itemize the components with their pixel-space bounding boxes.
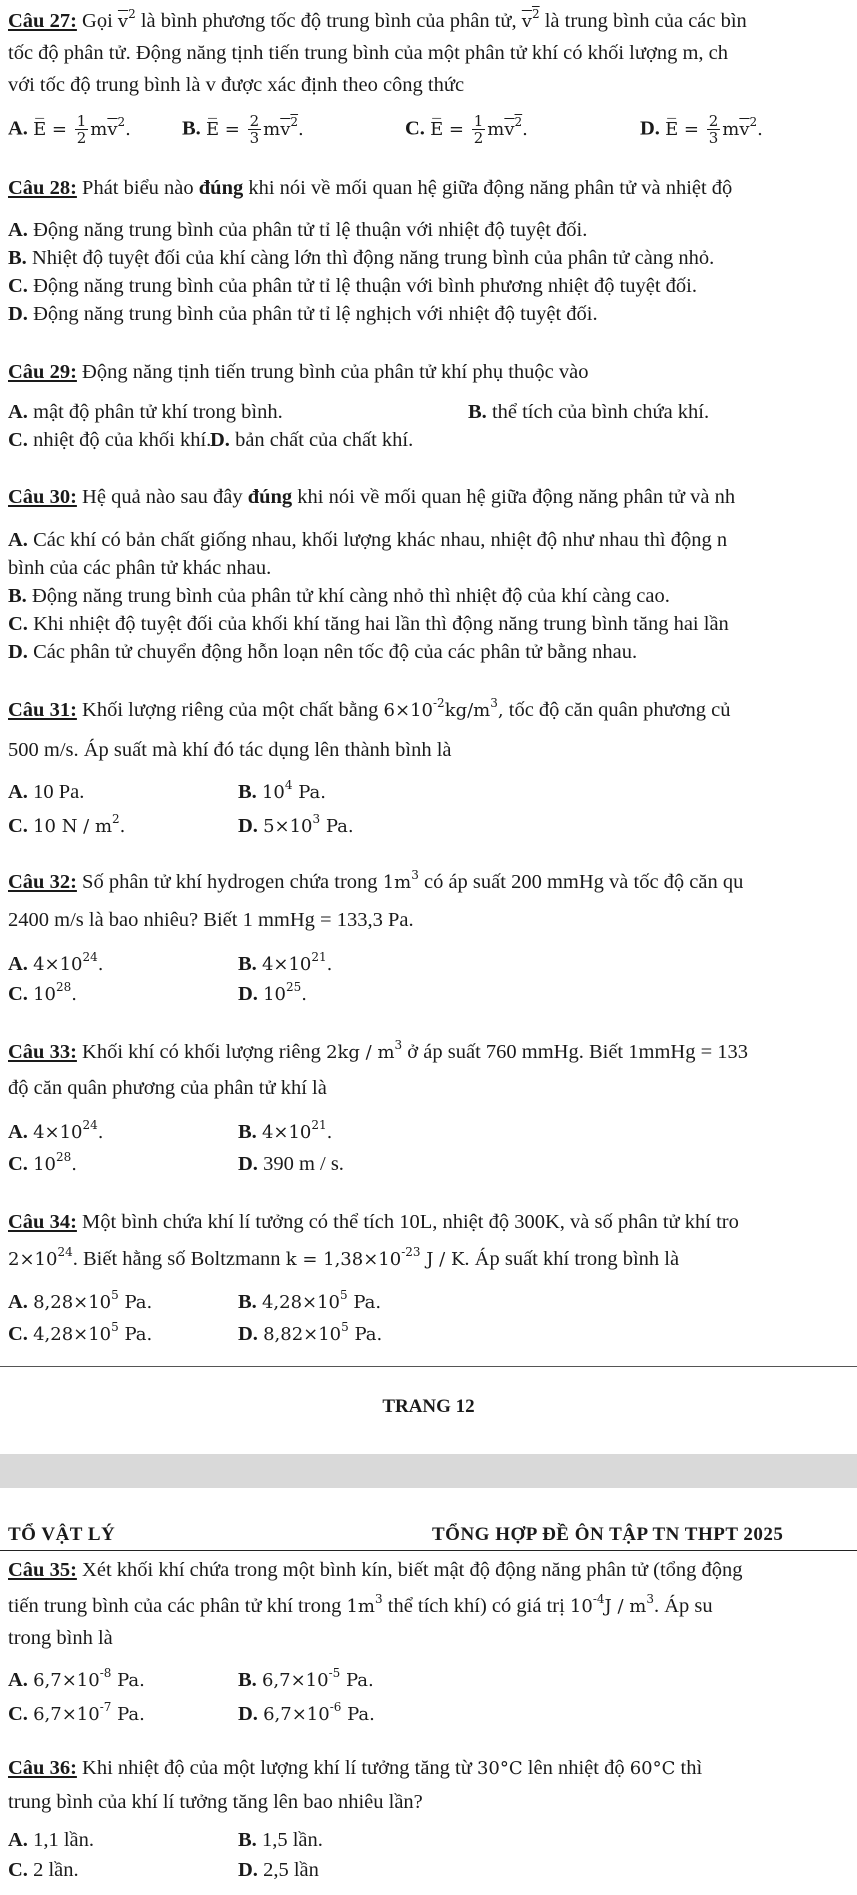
q31-title: Câu 31: [8, 699, 77, 721]
option-text: 1,5 lần. [261, 1829, 323, 1851]
q36-stem-2: lên nhiệt độ [527, 1757, 625, 1779]
q29-option-d[interactable] [210, 426, 413, 454]
q29-option-c[interactable] [8, 426, 211, 454]
option-label: A. [8, 219, 28, 241]
header-divider [0, 1550, 857, 1551]
q34-title: Câu 34: [8, 1211, 77, 1233]
q28-option-b[interactable] [8, 244, 714, 272]
q30-stem: Hệ quả nào sau đây [82, 486, 243, 508]
q35-option-b[interactable]: B. $6,7\times 10^{-5}$ Pa. [238, 1666, 374, 1691]
q30-stem-2: khi nói về mối quan hệ giữa động năng phân tử và nh [297, 486, 736, 508]
density-value: $6\times 10^{-2}kg/m^3$, [383, 696, 504, 721]
q35-stem-2: tiến trung bình của các phân tử khí trong [8, 1595, 342, 1617]
option-label: D. [238, 983, 258, 1005]
option-label: C. [8, 1323, 28, 1345]
question-30 [8, 483, 735, 511]
question-36: Câu 36: Khi nhiệt độ của một lượng khí lí tưởng tăng từ 30°C lên nhiệt độ 60°C thì [8, 1757, 703, 1779]
q34-option-a[interactable]: A. $8,28\times 10^5$ Pa. [8, 1288, 153, 1313]
q34-option-b[interactable]: B. $4,28\times 10^5$ Pa. [238, 1288, 382, 1313]
option-text: Nhiệt độ tuyệt đối của khí càng lớn thì động năng trung bình của phân tử càng nhỏ. [31, 247, 715, 269]
option-label: A. [8, 781, 28, 803]
q35-line-2: tiến trung bình của các phân tử khí trong $1m^3$ thể tích khí) có giá trị $10^{-4}J / m^3$. Áp su [8, 1592, 713, 1617]
q34-stem-2: . Biết hằng số Boltzmann [72, 1248, 281, 1270]
v-bar-squared: $v^2$ [521, 7, 540, 32]
option-text: 1,1 lần. [33, 1829, 94, 1851]
q36-title: Câu 36: [8, 1757, 77, 1779]
option-text: nhiệt độ của khối khí. [33, 429, 212, 451]
q33-title: Câu 33: [8, 1041, 77, 1063]
question-35 [8, 1556, 743, 1584]
q28-option-a[interactable] [8, 216, 587, 244]
q36-option-c[interactable] [8, 1856, 79, 1884]
q27-text: Gọi [82, 10, 113, 32]
q35-line-3: trong bình là [8, 1627, 113, 1649]
option-text: mật độ phân tử khí trong bình. [33, 401, 283, 423]
option-label: B. [238, 1121, 257, 1143]
option-text: Các phân tử chuyển động hỗn loạn nên tốc độ của các phân tử bằng nhau. [33, 641, 638, 663]
option-label: A. [8, 529, 28, 551]
option-text: Động năng trung bình của phân tử tỉ lệ thuận với nhiệt độ tuyệt đối. [33, 219, 588, 241]
q35-stem-4: . Áp su [653, 1595, 713, 1617]
option-label: C. [8, 429, 28, 451]
option-label: A. [8, 953, 28, 975]
q31-stem: Khối lượng riêng của một chất bằng [82, 699, 379, 721]
option-label: D. [210, 429, 230, 451]
q33-option-a[interactable]: A. $4\times 10^{24}$. [8, 1118, 104, 1143]
option-label: C. [8, 983, 28, 1005]
option-label: C. [8, 1153, 28, 1175]
page-footer: TRANG 12 [382, 1396, 475, 1417]
q34-option-c[interactable]: C. $4,28\times 10^5$ Pa. [8, 1320, 153, 1345]
q29-title: Câu 29: [8, 361, 77, 383]
option-label: C. [8, 275, 28, 297]
q29-option-a[interactable] [8, 398, 283, 426]
option-label: B. [238, 1829, 257, 1851]
option-label: B. [8, 247, 27, 269]
option-label: B. [8, 585, 27, 607]
option-label: D. [238, 1703, 258, 1725]
option-text: bản chất của chất khí. [235, 429, 414, 451]
option-text: Các khí có bản chất giống nhau, khối lượng khác nhau, nhiệt độ như nhau thì động n [33, 529, 728, 551]
option-label: B. [182, 117, 201, 140]
q36-stem-3: thì [680, 1757, 703, 1779]
q31-option-c[interactable]: C. 10 N / $m^2$. [8, 812, 126, 837]
q33-option-c[interactable]: C. $10^{28}$. [8, 1150, 77, 1175]
option-label: D. [238, 1859, 258, 1881]
option-label: D. [238, 1153, 258, 1175]
v-squared-bar: $\overline{v}^2$ [117, 7, 136, 32]
q33-stem-2: ở áp suất 760 mmHg. Biết 1mmHg = 133 [407, 1041, 748, 1063]
q28-stem-2: khi nói về mối quan hệ giữa động năng phân tử và nhiệt độ [248, 177, 733, 199]
option-label: C. [8, 1859, 28, 1881]
q30-option-d[interactable] [8, 638, 637, 666]
q36-option-d[interactable] [238, 1856, 319, 1884]
q31-option-d[interactable]: D. $5\times 10^3$ Pa. [238, 812, 354, 837]
option-label: B. [238, 953, 257, 975]
question-29 [8, 358, 589, 386]
q28-title: Câu 28: [8, 177, 77, 199]
option-label: D. [8, 303, 28, 325]
q27-line-3: với tốc độ trung bình là v được xác định theo công thức [8, 74, 465, 96]
q35-option-c[interactable]: C. $6,7\times 10^{-7}$ Pa. [8, 1700, 145, 1725]
q32-stem-2: có áp suất 200 mmHg và tốc độ căn qu [423, 871, 744, 893]
q36-line-2: trung bình của khí lí tưởng tăng lên bao nhiêu lần? [8, 1791, 423, 1813]
q27-text-2: là bình phương tốc độ trung bình của phân tử, [140, 10, 517, 32]
option-label: D. [238, 815, 258, 837]
q36-stem: Khi nhiệt độ của một lượng khí lí tưởng tăng từ [82, 1757, 472, 1779]
q36-option-a[interactable] [8, 1826, 94, 1854]
q34-option-d[interactable]: D. $8,82\times 10^5$ Pa. [238, 1320, 383, 1345]
q27-line-2: tốc độ phân tử. Động năng tịnh tiến trung bình của một phân tử khí có khối lượng m, ch [8, 42, 729, 64]
q27-title: Câu 27: [8, 10, 77, 32]
q34-line-2: $2\times 10^{24}$. Biết hằng số Boltzmann $k = 1,38\times 10^{-23}$ J / K. Áp suất khí trong bình là [8, 1245, 680, 1270]
question-31 [8, 696, 731, 725]
q34-stem: Một bình chứa khí lí tưởng có thể tích 10L, nhiệt độ 300K, và số phân tử khí tro [82, 1211, 739, 1233]
option-label: C. [8, 1703, 28, 1725]
q33-stem: Khối khí có khối lượng riêng [82, 1041, 321, 1063]
q35-stem-3: thể tích khí) có giá trị [387, 1595, 565, 1617]
option-label: B. [468, 401, 487, 423]
option-label: B. [238, 1291, 257, 1313]
q33-option-d[interactable] [238, 1150, 344, 1178]
q34-stem-3: . Áp suất khí trong bình là [464, 1248, 680, 1270]
option-label: C. [405, 117, 425, 140]
q33-option-b[interactable]: B. $4\times 10^{21}$. [238, 1118, 333, 1143]
q33-line-2: độ căn quân phương của phân tử khí là [8, 1077, 327, 1099]
q30-option-a[interactable] [8, 526, 727, 554]
question-33 [8, 1038, 748, 1067]
q27-text-3: là trung bình của các bìn [544, 10, 747, 32]
option-label: B. [238, 781, 257, 803]
volume-value: $1m^3$ [382, 868, 419, 893]
q35-option-a[interactable]: A. $6,7\times 10^{-8}$ Pa. [8, 1666, 145, 1691]
question-27 [8, 7, 747, 36]
option-label: D. [640, 117, 660, 140]
option-text: Động năng trung bình của phân tử khí càng nhỏ thì nhiệt độ của khí càng cao. [31, 585, 670, 607]
q31-option-b[interactable]: B. $10^4$ Pa. [238, 778, 326, 803]
option-label: A. [8, 1669, 28, 1691]
q32-stem: Số phân tử khí hydrogen chứa trong [82, 871, 378, 893]
option-label: D. [238, 1323, 258, 1345]
header-department: TỔ VẬT LÝ [8, 1524, 116, 1545]
option-label: A. [8, 1829, 28, 1851]
q27-option-d[interactable]: D. E̅ = $\frac{2}{3}$ $m\overline{v}^2$. [640, 112, 763, 147]
q35-title: Câu 35: [8, 1559, 77, 1581]
option-text: 2 lần. [33, 1859, 79, 1881]
option-text: 390 m / s. [263, 1153, 344, 1175]
question-28 [8, 174, 732, 202]
option-label: A. [8, 1121, 28, 1143]
question-32 [8, 868, 743, 897]
q28-option-d[interactable] [8, 300, 598, 328]
q36-option-b[interactable] [238, 1826, 323, 1854]
q32-option-d[interactable]: D. $10^{25}$. [238, 980, 307, 1005]
option-label: B. [238, 1669, 257, 1691]
q31-stem-2: tốc độ căn quân phương củ [508, 699, 731, 721]
density-value: $2kg / m^3$ [326, 1038, 403, 1063]
q31-line-2: 500 m/s. Áp suất mà khí đó tác dụng lên thành bình là [8, 739, 452, 761]
q32-option-b[interactable]: B. $4\times 10^{21}$. [238, 950, 333, 975]
q31-option-a[interactable] [8, 778, 84, 806]
q28-stem: Phát biểu nào [82, 177, 194, 199]
option-label: A. [8, 117, 28, 140]
footer-divider [0, 1366, 857, 1367]
q30-title: Câu 30: [8, 486, 77, 508]
q27-option-c[interactable]: C. E̅ = $\frac{1}{2}$ $mv^2$. [405, 112, 528, 147]
option-text: Khi nhiệt độ tuyệt đối của khối khí tăng hai lần thì động năng trung bình tăng hai lần [33, 613, 729, 635]
option-text: Động năng trung bình của phân tử tỉ lệ thuận với bình phương nhiệt độ tuyệt đối. [33, 275, 698, 297]
q32-option-c[interactable]: C. $10^{28}$. [8, 980, 77, 1005]
page-separator [0, 1454, 857, 1488]
option-label: A. [8, 401, 28, 423]
option-label: A. [8, 1291, 28, 1313]
q32-line-2: 2400 m/s là bao nhiêu? Biết 1 mmHg = 133,3 Pa. [8, 909, 414, 931]
q30-stem-bold: đúng [247, 486, 293, 508]
q30-option-a-cont: bình của các phân tử khác nhau. [8, 557, 272, 579]
q32-option-a[interactable]: A. $4\times 10^{24}$. [8, 950, 104, 975]
q30-option-b[interactable] [8, 582, 670, 610]
q30-option-c[interactable] [8, 610, 729, 638]
option-text: thể tích của bình chứa khí. [491, 401, 710, 423]
q35-option-d[interactable]: D. $6,7\times 10^{-6}$ Pa. [238, 1700, 375, 1725]
option-label: C. [8, 815, 28, 837]
q29-stem: Động năng tịnh tiến trung bình của phân tử khí phụ thuộc vào [82, 361, 589, 383]
question-34 [8, 1208, 739, 1236]
q35-stem: Xét khối khí chứa trong một bình kín, biết mật độ động năng phân tử (tổng động [82, 1559, 743, 1581]
q27-option-b[interactable]: B. E̅ = $\frac{2}{3}$ $mv^2$. [182, 112, 304, 147]
q32-title: Câu 32: [8, 871, 77, 893]
q29-option-b[interactable] [468, 398, 709, 426]
option-text: 2,5 lần [263, 1859, 319, 1881]
option-label: D. [8, 641, 28, 663]
q27-option-a[interactable]: A. E̅ = $\frac{1}{2}$ $m\overline{v}^2$. [8, 112, 131, 147]
header-title: TỔNG HỢP ĐỀ ÔN TẬP TN THPT 2025 [432, 1524, 784, 1545]
q28-stem-bold: đúng [198, 177, 244, 199]
option-text: Động năng trung bình của phân tử tỉ lệ nghịch với nhiệt độ tuyệt đối. [33, 303, 598, 325]
q28-option-c[interactable] [8, 272, 697, 300]
option-text: 10 Pa. [33, 781, 85, 803]
option-label: C. [8, 613, 28, 635]
